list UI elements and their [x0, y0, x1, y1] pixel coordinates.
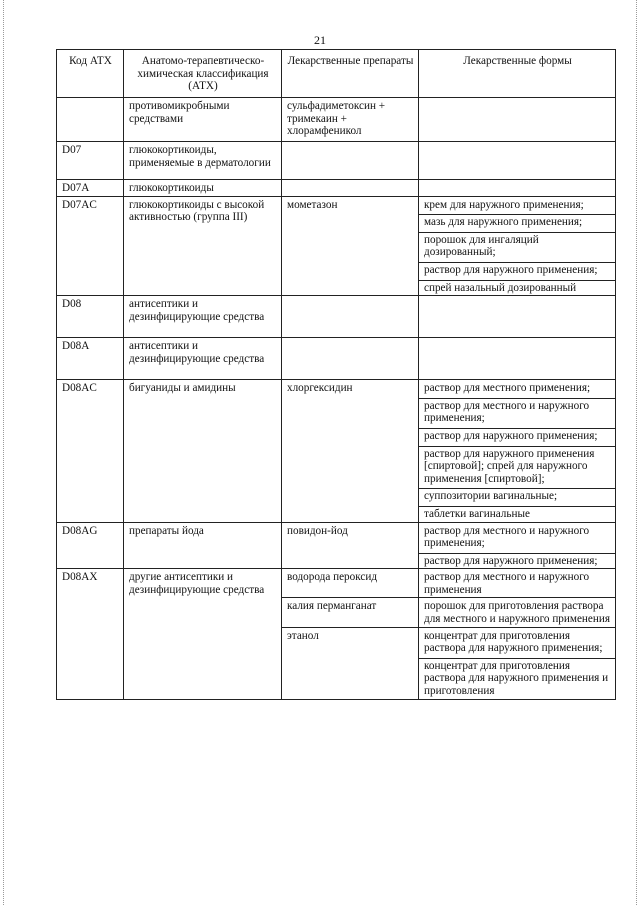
- row-forms: [419, 98, 616, 142]
- dosage-form: раствор для местного и наружного применения;: [419, 525, 615, 554]
- dosage-form: мазь для наружного применения;: [419, 215, 615, 233]
- dosage-form: таблетки вагинальные: [424, 507, 530, 520]
- row-drug: калия перманганат: [282, 598, 419, 627]
- row-forms: [419, 522, 616, 569]
- row-drug: [282, 296, 419, 338]
- row-classification: глюкокортикоиды с высокой активностью (группа III): [124, 196, 282, 296]
- dosage-form: спрей назальный дозированный: [424, 281, 577, 294]
- row-classification: антисептики и дезинфицирующие средства: [124, 338, 282, 380]
- table-row: [57, 142, 616, 180]
- row-forms: [419, 142, 616, 180]
- row-classification: другие антисептики и дезинфицирующие средства: [124, 569, 282, 699]
- row-drug: этанол: [282, 627, 419, 699]
- dosage-form: раствор для наружного применения;: [419, 429, 615, 447]
- row-classification: препараты йода: [124, 522, 282, 569]
- row-classification: глюкокортикоиды, применяемые в дерматологии: [124, 142, 282, 180]
- row-forms: [419, 180, 616, 197]
- row-drug: мометазон: [282, 196, 419, 296]
- table-row: [57, 522, 616, 569]
- dosage-form: порошок для приготовления раствора для местного и наружного применения: [424, 600, 611, 626]
- row-code: D08A: [57, 338, 124, 380]
- row-drug: [282, 142, 419, 180]
- row-forms: [419, 380, 616, 522]
- row-forms: [419, 627, 616, 699]
- dosage-form: раствор для местного и наружного применения: [424, 571, 590, 596]
- row-forms: [419, 296, 616, 338]
- row-drug: хлоргексидин: [282, 380, 419, 522]
- row-code: D08AX: [57, 569, 124, 699]
- table-row: [57, 180, 616, 197]
- dosage-form: раствор для наружного применения;: [424, 554, 598, 567]
- header-code: Код АТХ: [57, 50, 124, 98]
- dosage-form: концентрат для приготовления раствора для наружного применения и приготовления: [424, 659, 609, 698]
- row-code: D07AC: [57, 196, 124, 296]
- dosage-form: суппозитории вагинальные;: [419, 489, 615, 507]
- atc-table: [56, 49, 616, 700]
- row-classification: бигуаниды и амидины: [124, 380, 282, 522]
- page-number: 21: [314, 33, 326, 47]
- row-forms: [419, 338, 616, 380]
- header-drugs: Лекарственные препараты: [282, 50, 419, 98]
- row-code: D08: [57, 296, 124, 338]
- row-drug: водорода пероксид: [282, 569, 419, 598]
- row-classification: противомикробными средствами: [124, 98, 282, 142]
- dosage-form: раствор для местного и наружного применения;: [419, 399, 615, 429]
- dosage-form: раствор для наружного применения;: [419, 263, 615, 281]
- row-forms: [419, 196, 616, 296]
- table-header-row: [57, 50, 616, 98]
- dosage-form: концентрат для приготовления раствора для наружного применения;: [419, 630, 615, 659]
- row-drug: [282, 338, 419, 380]
- row-classification: глюкокортикоиды: [124, 180, 282, 197]
- dosage-form: порошок для ингаляций дозированный;: [419, 233, 615, 263]
- dosage-form: раствор для местного применения;: [419, 382, 615, 399]
- table-row: [57, 569, 616, 598]
- row-code: D08AG: [57, 522, 124, 569]
- row-drug: сульфадиметоксин + тримекаин + хлорамфеникол: [282, 98, 419, 142]
- row-drug: [282, 180, 419, 197]
- row-classification: антисептики и дезинфицирующие средства: [124, 296, 282, 338]
- dosage-form: раствор для наружного применения [спиртовой]; спрей для наружного применения [спиртовой];: [419, 447, 615, 490]
- scan-edge-left: [3, 0, 4, 905]
- header-classification: Анатомо-терапевтическо-химическая классификация (АТХ): [124, 50, 282, 98]
- row-code: D07: [57, 142, 124, 180]
- row-code: [57, 98, 124, 142]
- table-row: [57, 196, 616, 296]
- table-row: [57, 296, 616, 338]
- row-forms: [419, 598, 616, 627]
- row-forms: [419, 569, 616, 598]
- table-row: [57, 98, 616, 142]
- scan-edge-right: [636, 0, 637, 905]
- header-forms: Лекарственные формы: [419, 50, 616, 98]
- row-code: D08AC: [57, 380, 124, 522]
- dosage-form: крем для наружного применения;: [419, 199, 615, 216]
- row-drug: повидон-йод: [282, 522, 419, 569]
- row-code: D07A: [57, 180, 124, 197]
- table-row: [57, 338, 616, 380]
- table-row: [57, 380, 616, 522]
